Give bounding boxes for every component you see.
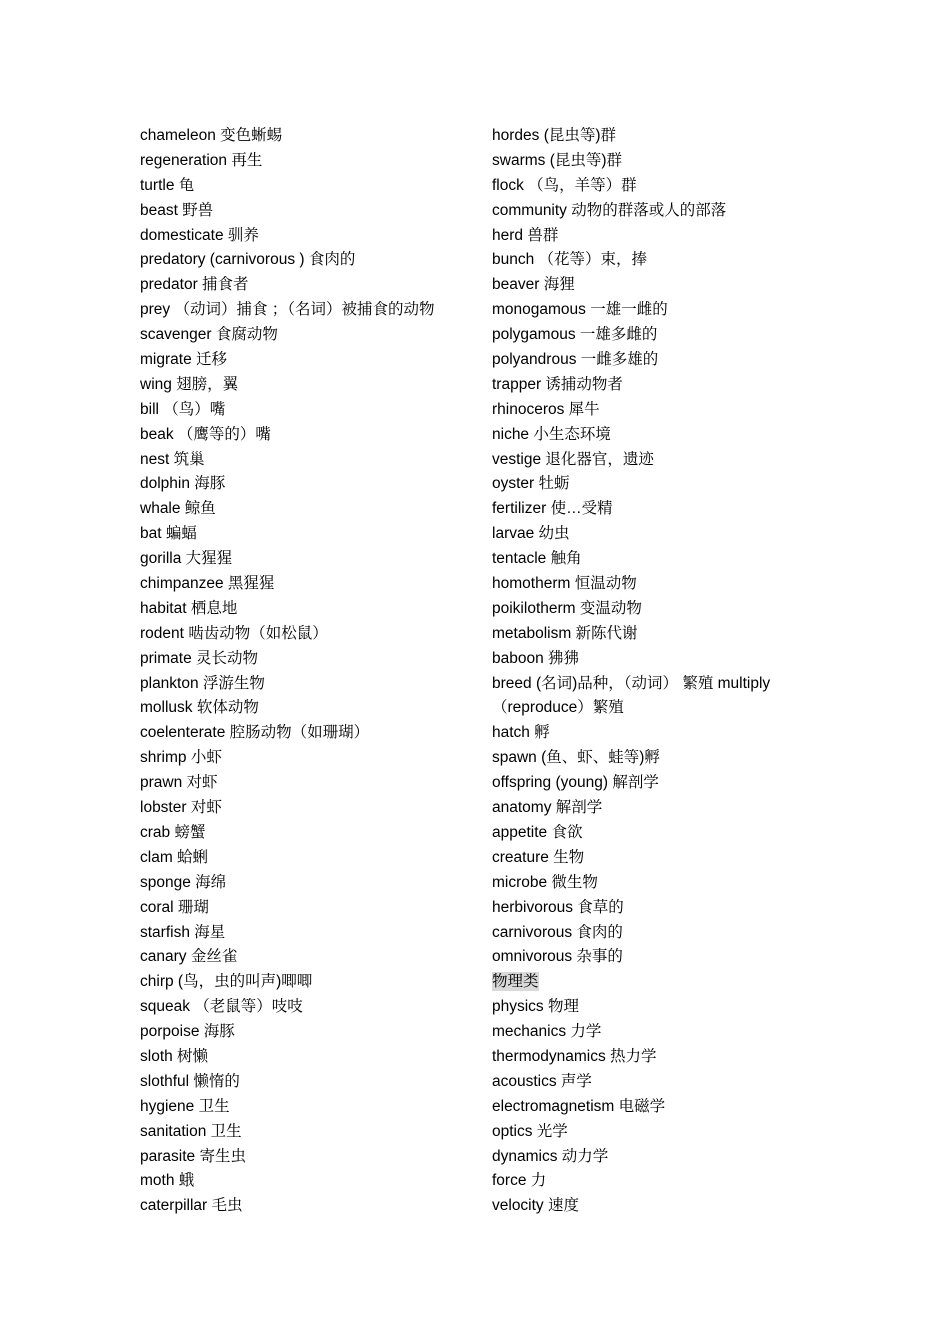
- vocab-entry: bat 蝙蝠: [140, 525, 197, 543]
- vocab-entry: caterpillar 毛虫: [140, 1197, 243, 1215]
- vocab-entry: primate 灵长动物: [140, 649, 258, 667]
- vocab-entry: gorilla 大猩猩: [140, 550, 233, 568]
- vocab-entry: chirp (鸟，虫的叫声)唧唧: [140, 973, 313, 991]
- vocab-entry: slothful 懒惰的: [140, 1072, 240, 1090]
- vocab-entry: thermodynamics 热力学: [492, 1047, 657, 1065]
- vocab-entry: polyandrous 一雌多雄的: [492, 351, 659, 369]
- vocab-entry: predatory (carnivorous ) 食肉的: [140, 251, 356, 269]
- vocab-entry: hygiene 卫生: [140, 1097, 230, 1115]
- vocab-entry: lobster 对虾: [140, 799, 222, 817]
- vocab-entry: carnivorous 食肉的: [492, 923, 623, 941]
- vocab-entry: mollusk 软体动物: [140, 699, 259, 717]
- vocab-entry: appetite 食欲: [492, 823, 583, 841]
- vocab-entry: herd 兽群: [492, 226, 559, 244]
- vocab-entry: niche 小生态环境: [492, 425, 611, 443]
- vocab-entry: tentacle 触角: [492, 550, 582, 568]
- vocab-entry: anatomy 解剖学: [492, 799, 603, 817]
- vocab-entry: spawn (鱼、虾、蛙等)孵: [492, 749, 660, 767]
- vocab-entry: monogamous 一雄一雌的: [492, 301, 668, 319]
- vocab-entry: clam 蛤蜊: [140, 848, 209, 866]
- vocab-entry: scavenger 食腐动物: [140, 326, 278, 344]
- vocab-entry: parasite 寄生虫: [140, 1147, 246, 1165]
- vocab-entry: community 动物的群落或人的部落: [492, 201, 727, 219]
- vocab-entry: dolphin 海豚: [140, 475, 226, 493]
- vocab-entry: crab 螃蟹: [140, 823, 206, 841]
- vocab-entry: homotherm 恒温动物: [492, 575, 637, 593]
- vocab-entry: hordes (昆虫等)群: [492, 127, 617, 144]
- vocab-entry: hatch 孵: [492, 724, 550, 742]
- vocab-entry: prawn 对虾: [140, 774, 218, 792]
- vocab-entry: electromagnetism 电磁学: [492, 1097, 666, 1115]
- vocab-entry: herbivorous 食草的: [492, 898, 624, 916]
- vocab-entry: chameleon 变色蜥蜴: [140, 127, 283, 144]
- vocab-entry: nest 筑巢: [140, 450, 205, 468]
- vocab-entry: wing 翅膀，翼: [140, 375, 239, 393]
- vocab-entry: turtle 龟: [140, 176, 195, 194]
- vocab-entry: force 力: [492, 1172, 547, 1190]
- left-vocabulary-column: [140, 124, 480, 1219]
- vocab-entry: optics 光学: [492, 1122, 568, 1140]
- vocab-entry: squeak （老鼠等）吱吱: [140, 998, 303, 1016]
- vocab-entry: offspring (young) 解剖学: [492, 774, 659, 792]
- section-heading-row: [492, 970, 822, 995]
- vocab-entry: swarms (昆虫等)群: [492, 151, 623, 169]
- vocab-entry: mechanics 力学: [492, 1023, 602, 1041]
- vocab-entry: domesticate 驯养: [140, 226, 259, 244]
- vocab-entry: shrimp 小虾: [140, 749, 222, 767]
- vocab-entry: dynamics 动力学: [492, 1147, 609, 1165]
- vocab-entry: velocity 速度: [492, 1197, 579, 1215]
- vocab-entry: baboon 狒狒: [492, 649, 580, 667]
- vocab-entry: poikilotherm 变温动物: [492, 599, 642, 617]
- vocab-entry: oyster 牡蛎: [492, 475, 570, 493]
- vocab-entry: rodent 啮齿动物（如松鼠）: [140, 624, 328, 642]
- vocab-entry: creature 生物: [492, 848, 585, 866]
- vocab-entry: beak （鹰等的）嘴: [140, 425, 271, 443]
- vocab-entry: porpoise 海豚: [140, 1023, 235, 1041]
- vocab-entry: habitat 栖息地: [140, 599, 238, 617]
- vocab-entry: polygamous 一雄多雌的: [492, 326, 658, 344]
- vocab-entry: fertilizer 使…受精: [492, 500, 613, 518]
- vocab-entry: trapper 诱捕动物者: [492, 375, 623, 393]
- vocab-entry: acoustics 声学: [492, 1072, 592, 1090]
- section-heading: 物理类: [492, 973, 539, 991]
- vocab-entry: sponge 海绵: [140, 873, 227, 891]
- vocab-entry: prey （动词）捕食 ；（名词）被捕食的动物: [140, 301, 435, 319]
- vocab-entry: omnivorous 杂事的: [492, 948, 623, 966]
- right-vocabulary-column: [492, 124, 822, 1219]
- vocab-entry: larvae 幼虫: [492, 525, 570, 543]
- vocab-entry: microbe 微生物: [492, 873, 598, 891]
- vocab-entry: migrate 迁移: [140, 351, 227, 369]
- vocab-entry: breed (名词)品种，（动词） 繁殖 multiply: [492, 674, 771, 692]
- vocab-entry: coelenterate 腔肠动物（如珊瑚）: [140, 724, 370, 742]
- vocab-entry: beaver 海狸: [492, 276, 575, 294]
- vocab-entry: plankton 浮游生物: [140, 674, 265, 692]
- vocab-entry: metabolism 新陈代谢: [492, 624, 638, 642]
- vocab-entry: chimpanzee 黑猩猩: [140, 575, 275, 593]
- vocab-entry: beast 野兽: [140, 201, 214, 219]
- vocab-entry: starfish 海星: [140, 923, 226, 941]
- vocab-entry: bunch （花等）束，捧: [492, 251, 648, 269]
- vocab-entry: regeneration 再生: [140, 151, 263, 169]
- vocab-entry: coral 珊瑚: [140, 898, 209, 916]
- vocab-entry: bill （鸟）嘴: [140, 400, 226, 418]
- vocab-entry: vestige 退化器官，遗迹: [492, 450, 654, 468]
- vocab-entry: sloth 树懒: [140, 1047, 209, 1065]
- vocab-entry: physics 物理: [492, 998, 579, 1016]
- vocab-entry: flock （鸟，羊等）群: [492, 176, 637, 194]
- vocab-entry: sanitation 卫生: [140, 1122, 242, 1140]
- vocab-entry: whale 鲸鱼: [140, 500, 216, 518]
- vocab-entry: moth 蛾: [140, 1172, 195, 1190]
- vocab-entry: canary 金丝雀: [140, 948, 238, 966]
- vocab-entry: predator 捕食者: [140, 276, 249, 294]
- vocab-entry: rhinoceros 犀牛: [492, 400, 600, 418]
- vocab-entry: （reproduce）繁殖: [492, 699, 624, 717]
